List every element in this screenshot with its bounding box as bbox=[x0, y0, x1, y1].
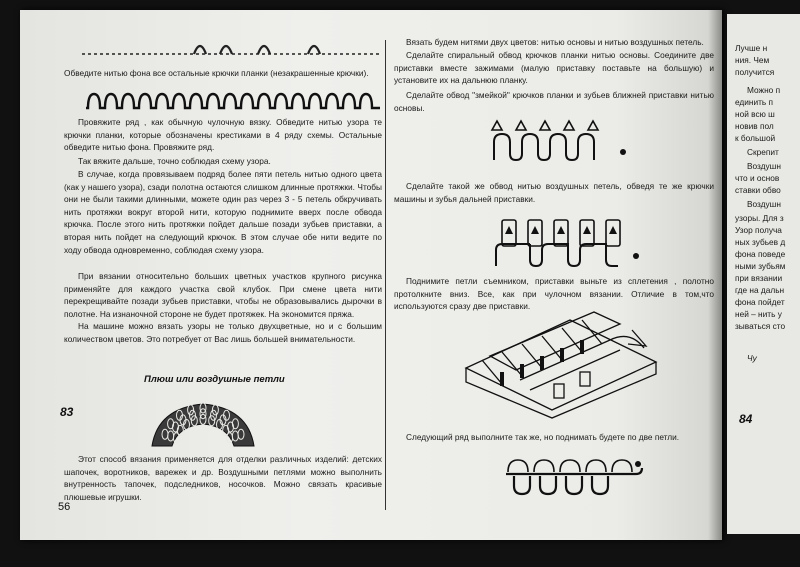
side-text-line: Лучше н bbox=[735, 43, 768, 53]
side-text-line: фона пойдет bbox=[735, 297, 785, 307]
side-text-line: Чу bbox=[747, 353, 757, 363]
knitting-machine-illustration bbox=[460, 310, 660, 418]
text-paragraph: Сделайте спиральный обвод крючков планки нитью основы. Соедините две приставки вместе зажимами (малую приставку поставьте на большую) и установите их на дальнюю планку. bbox=[394, 50, 714, 86]
side-text-line: узоры. Для з bbox=[735, 213, 784, 223]
text-paragraph: Вязать будем нитями двух цветов: нитью основы и нитью воздушных петель. bbox=[406, 37, 704, 47]
adjacent-page-fragment bbox=[727, 14, 800, 534]
column-divider bbox=[385, 40, 386, 510]
page-number: 56 bbox=[58, 501, 71, 513]
page-label: 84 bbox=[739, 412, 753, 426]
side-text-line: Узор получа bbox=[735, 225, 782, 235]
plush-fabric-illustration bbox=[148, 390, 258, 450]
text-paragraph: В случае, когда провязываем подряд более пяти петель нитью одного цвета (как у нашего узора), сзади полотна остаются слишком длинные протяжки. Чтобы они не были такими длинными, можете один раз через 3 - 5 петель обкручивать нить протяжки вокруг второй нити, которую поднимите вверх после обвода крючка. После этого нить протяжки пойдет дальше позади зубьев приставки, а вторая нить пойдет на следующий крючок. В этом случае обе нити ведите по ходу обвода одновременно, соблюдая схему узора. bbox=[64, 169, 382, 255]
side-text-line: Можно п bbox=[747, 85, 781, 95]
section-heading: Плюш или воздушные петли bbox=[144, 374, 285, 385]
side-text-line: Скрепит bbox=[747, 147, 779, 157]
diagram-caption: Обведите нитью фона все остальные крючки планки (незакрашенные крючки). bbox=[64, 68, 369, 78]
side-text-line: Воздушн bbox=[747, 199, 781, 209]
text-paragraph: Следующий ряд выполните так же, но поднимать будете по две петли. bbox=[406, 432, 680, 442]
air-loop-wrap-diagram bbox=[494, 216, 644, 272]
side-text-line: ными зубьям bbox=[735, 261, 786, 271]
text-paragraph: Сделайте такой же обвод нитью воздушных петель, обведя те же крючки машины и зубья дальней приставки. bbox=[394, 181, 714, 204]
loop-row-diagram-bottom bbox=[504, 452, 644, 502]
side-text-line: Воздушн bbox=[747, 161, 781, 171]
text-paragraph: При вязании относительно больших цветных участков крупного рисунка применяйте для каждого участка свой клубок. При смене цвета нити перекрещивайте позади зубьев приставки, чтобы не образовывались дырочки в полотне. На изнаночной стороне не будет протяжек. На экономится пряжа. bbox=[64, 271, 382, 319]
side-text-line: к большой bbox=[735, 133, 776, 143]
side-text-line: фона поведе bbox=[735, 249, 786, 259]
side-text-line: зываться сто bbox=[735, 321, 786, 331]
side-text-line: что и основ bbox=[735, 173, 780, 183]
side-text-line: где на дальн bbox=[735, 285, 785, 295]
side-text-line: ной всю ш bbox=[735, 109, 775, 119]
text-paragraph: Так вяжите дальше, точно соблюдая схему узора. bbox=[78, 156, 271, 166]
side-text-line: ставки обво bbox=[735, 185, 781, 195]
side-text-line: ных зубьев д bbox=[735, 237, 786, 247]
side-text-line: получится bbox=[735, 67, 775, 77]
side-text-line: новив пол bbox=[735, 121, 774, 131]
hook-row-diagram-top bbox=[82, 40, 382, 62]
text-paragraph: На машине можно вязать узоры не только двухцветные, но и с большим количеством цветов. Это потребует от Вас лишь большей внимательности. bbox=[64, 321, 382, 344]
side-text-line: единить п bbox=[735, 97, 774, 107]
text-paragraph: Сделайте обвод "змейкой" крючков планки и зубьев ближней приставки нитью основы. bbox=[394, 90, 714, 113]
book-page-spread bbox=[20, 10, 722, 540]
side-text-line: ния. Чем bbox=[735, 55, 770, 65]
text-paragraph: Этот способ вязания применяется для отделки различных изделий: детских шапочек, воротников, варежек и др. Воздушными петлями можно выполнить внутренность тапочек, подследников, носочков. Можно связать красивые плюшевые игрушки. bbox=[64, 454, 382, 502]
knitted-loops-diagram bbox=[84, 88, 384, 114]
side-text-line: ней – нить у bbox=[735, 309, 782, 319]
side-text-line: при вязании bbox=[735, 273, 783, 283]
snake-wrap-diagram bbox=[490, 116, 630, 168]
page-label: 83 bbox=[60, 405, 74, 419]
text-paragraph: Поднимите петли съемником, приставки выньте из сплетения , полотно протолкните вниз. Все, как при чулочном вязании. Отличие в том,что используются сразу две приставки. bbox=[394, 276, 714, 312]
text-paragraph: Провяжите ряд , как обычную чулочную вязку. Обведите нитью узора те крючки планки, которые обозначены крестиками в 4 ряду схемы. Остальные обведите нитью фона. Провяжите ряд. bbox=[64, 117, 382, 153]
